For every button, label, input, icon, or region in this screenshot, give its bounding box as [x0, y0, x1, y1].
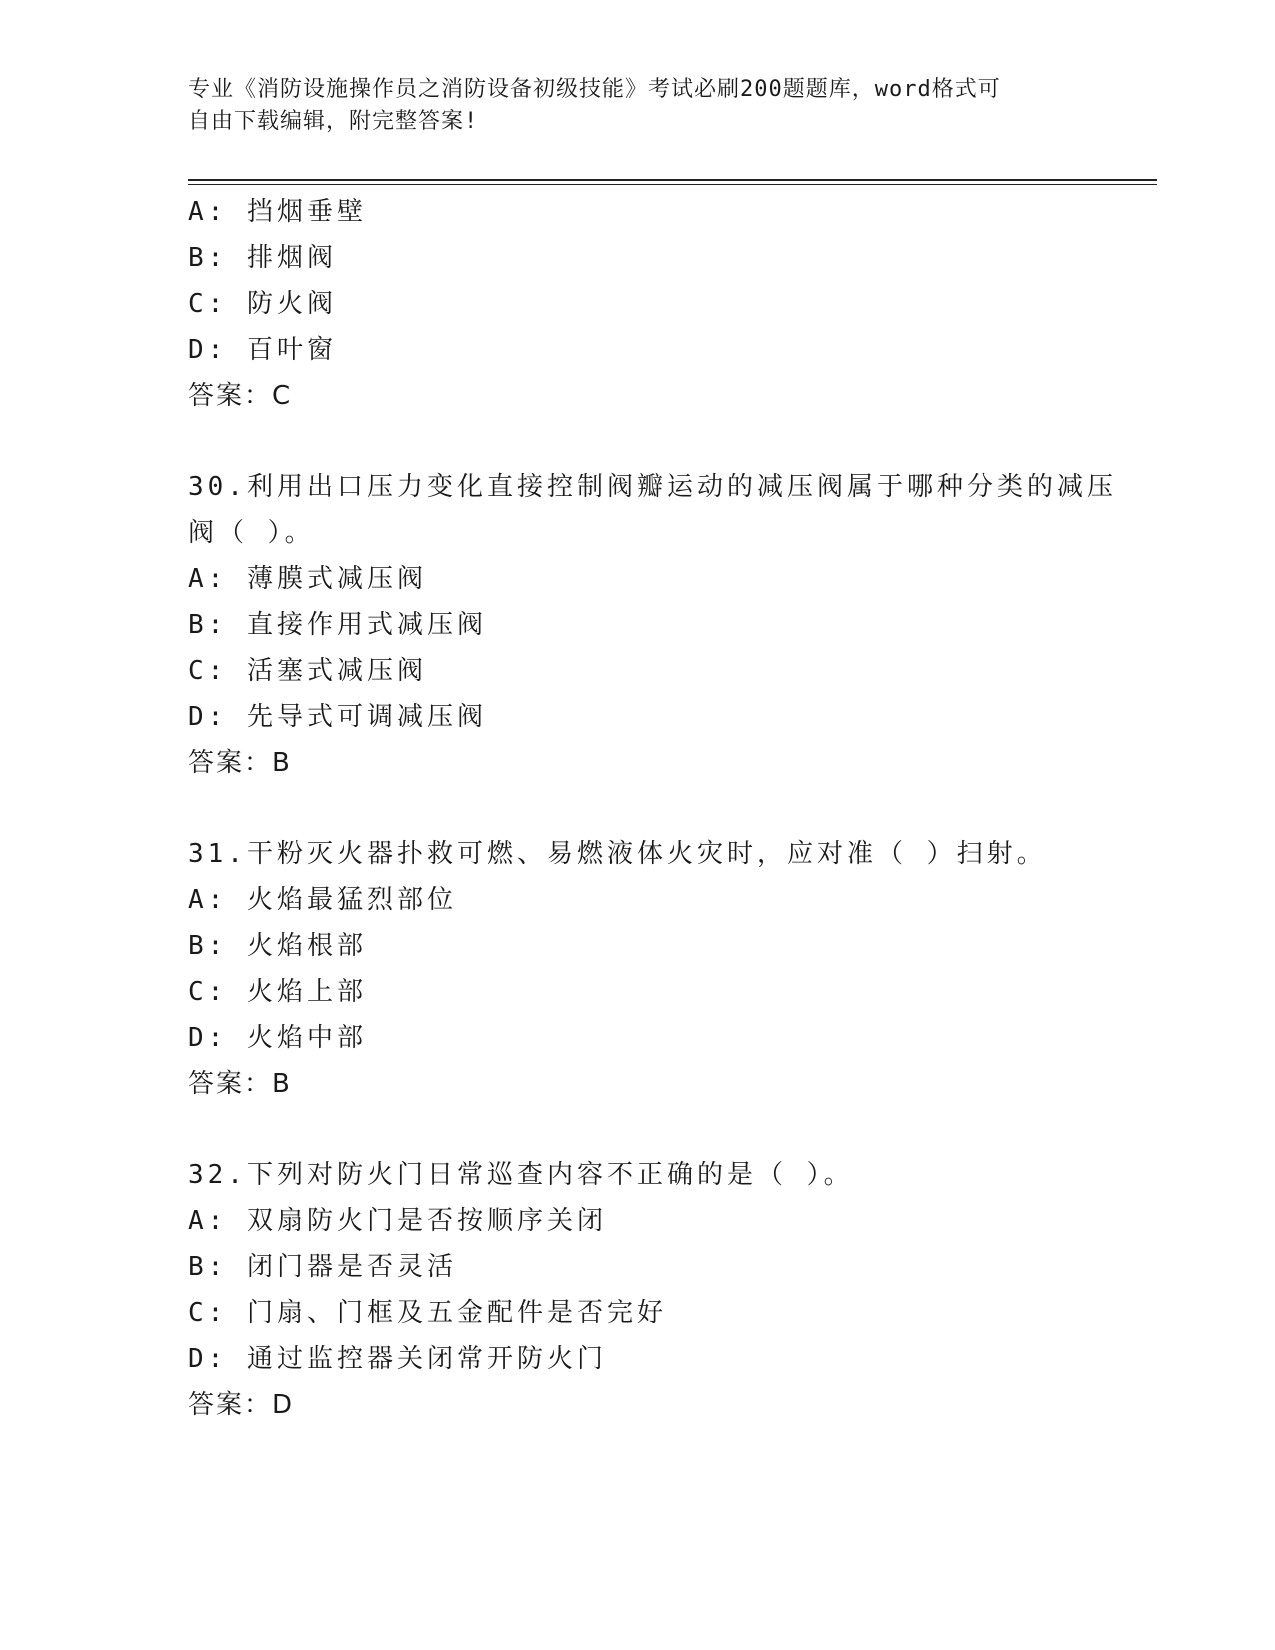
- answer-line: 答案：C: [188, 381, 293, 411]
- question-30: [188, 464, 1117, 786]
- option-b: B: 火焰根部: [188, 931, 367, 961]
- option-d: D: 百叶窗: [188, 335, 337, 365]
- option-c: C: 防火阀: [188, 289, 337, 319]
- question-31: [188, 831, 1088, 1107]
- answer-line: 答案：B: [188, 1069, 292, 1099]
- option-b: B: 闭门器是否灵活: [188, 1252, 457, 1282]
- option-a: A: 薄膜式减压阀: [188, 564, 427, 594]
- option-d: D: 先导式可调减压阀: [188, 702, 487, 732]
- question-stem-line: 32.下列对防火门日常巡查内容不正确的是（ ）。: [188, 1160, 854, 1190]
- question-stem-line: 30.利用出口压力变化直接控制阀瓣运动的减压阀属于哪种分类的减压: [188, 472, 1117, 502]
- option-c: C: 门扇、门框及五金配件是否完好: [188, 1298, 667, 1328]
- option-d: D: 通过监控器关闭常开防火门: [188, 1344, 607, 1374]
- option-c: C: 活塞式减压阀: [188, 656, 427, 686]
- document-header: [188, 74, 1068, 138]
- option-d: D: 火焰中部: [188, 1023, 367, 1053]
- answer-line: 答案：D: [188, 1390, 295, 1420]
- option-a: A: 挡烟垂壁: [188, 197, 367, 227]
- answer-line: 答案：B: [188, 748, 292, 778]
- question-stem-line: 31.干粉灭火器扑救可燃、易燃液体火灾时，应对准（ ）扫射。: [188, 839, 1047, 869]
- option-a: A: 火焰最猛烈部位: [188, 885, 457, 915]
- header-rule-thin: [188, 184, 1157, 185]
- header-line-1: 专业《消防设施操作员之消防设备初级技能》考试必刷200题题库，word格式可: [188, 77, 1001, 102]
- question-stem-line: 阀（ ）。: [188, 518, 315, 548]
- question-list: [188, 189, 1117, 1428]
- option-b: B: 排烟阀: [188, 243, 337, 273]
- option-c: C: 火焰上部: [188, 977, 367, 1007]
- question-32: [188, 1152, 1088, 1428]
- header-line-2: 自由下载编辑，附完整答案!: [188, 109, 479, 134]
- question-29-tail: [188, 189, 1088, 419]
- option-b: B: 直接作用式减压阀: [188, 610, 487, 640]
- header-rule-thick: [188, 179, 1157, 181]
- option-a: A: 双扇防火门是否按顺序关闭: [188, 1206, 607, 1236]
